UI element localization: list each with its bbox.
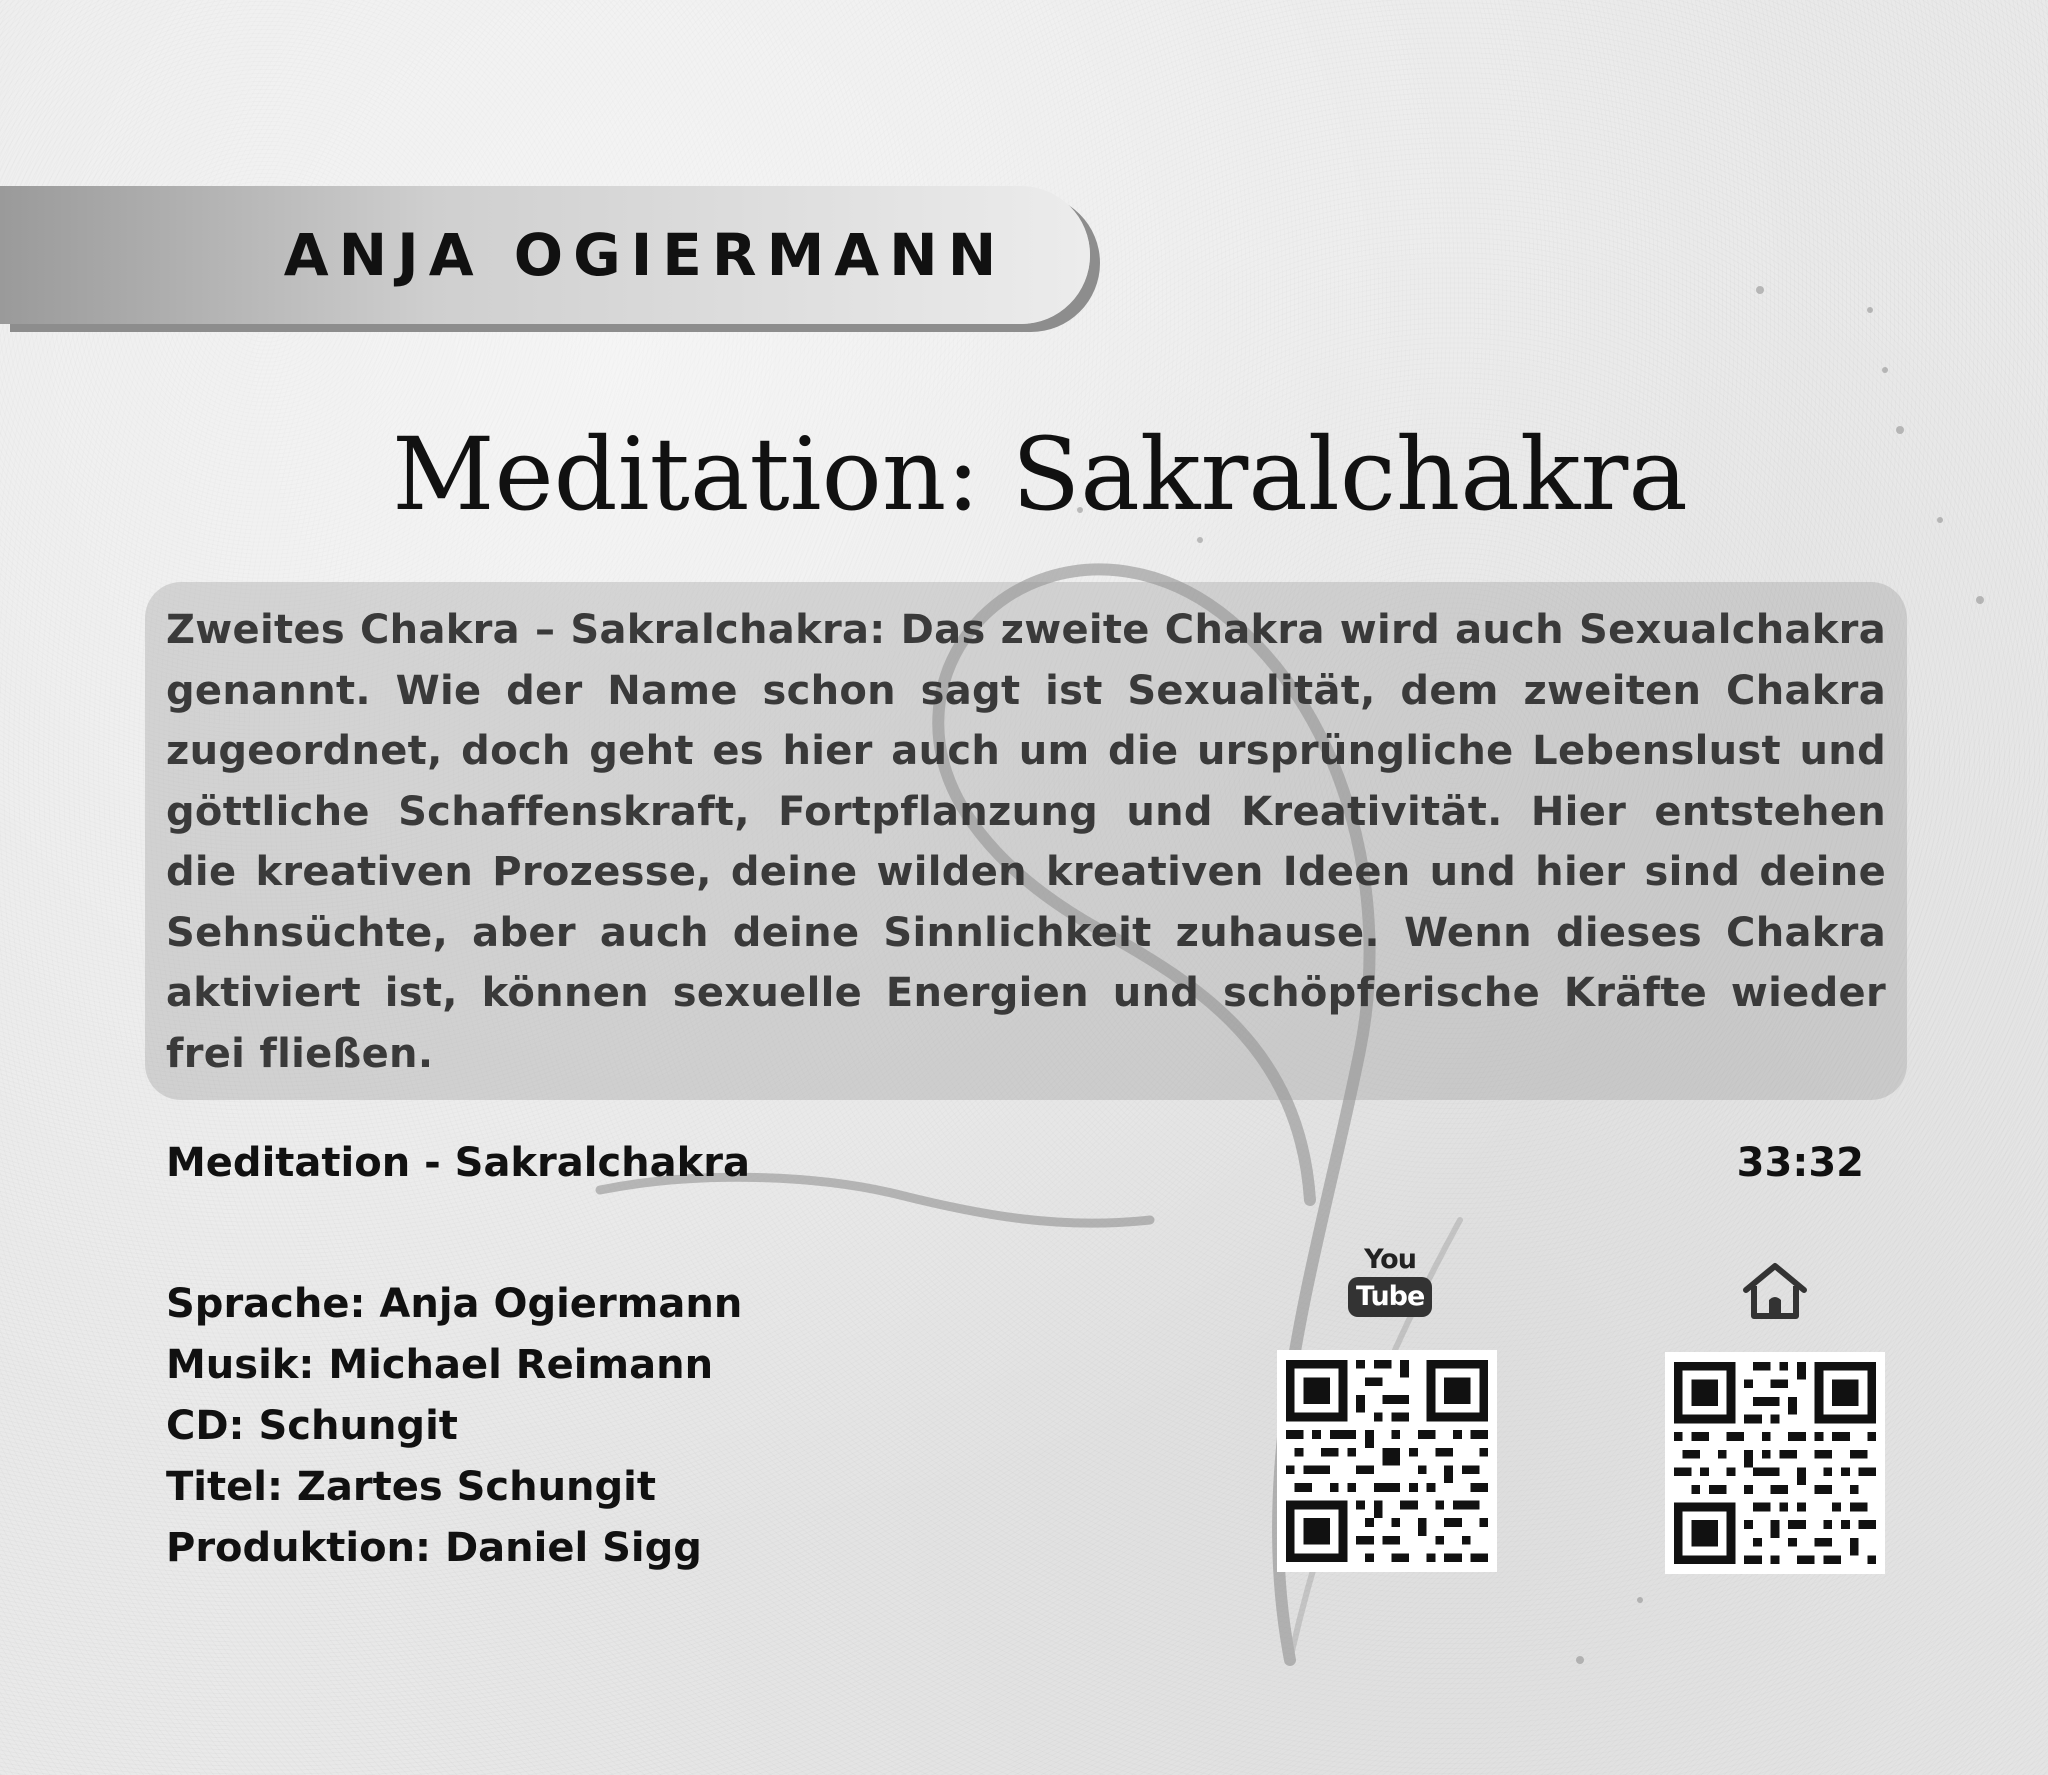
website-qr-code[interactable] <box>1665 1352 1885 1574</box>
track-duration: 33:32 <box>1736 1140 1864 1186</box>
credit-cd: CD: Schungit <box>166 1403 458 1449</box>
youtube-logo-icon <box>1348 1245 1432 1325</box>
credit-title: Titel: Zartes Schungit <box>166 1464 656 1510</box>
page-title: Meditation: Sakralchakra <box>392 416 1688 533</box>
credit-voice: Sprache: Anja Ogiermann <box>166 1281 743 1327</box>
author-name: ANJA OGIERMANN <box>283 221 1007 289</box>
credit-production: Produktion: Daniel Sigg <box>166 1525 702 1571</box>
description-text: Zweites Chakra – Sakralchakra: Das zweite Chakra wird auch Sexualchakra genannt. Wie der Name schon sagt ist Sexualität, dem zweiten Chakra zugeordnet, doch geht es hier auch um die ursprüngliche Lebenslust und göttliche Schaffenskraft, Fortpflanzung und Kreativität. Hier entstehen die kreativen Prozesse, deine wilden kreativen Ideen und hier sind deine Sehnsüchte, aber auch deine Sinnlichkeit zuhause. Wenn dieses Chakra aktiviert ist, können sexuelle Energien und schöpferische Kräfte wieder frei fließen. <box>166 607 1886 1077</box>
credits-list <box>166 1274 742 1579</box>
track-title: Meditation - Sakralchakra <box>166 1140 750 1186</box>
youtube-logo-top: You <box>1364 1244 1416 1275</box>
qr-code-icon <box>1277 1350 1497 1572</box>
qr-code-icon <box>1665 1352 1885 1574</box>
credit-music: Musik: Michael Reimann <box>166 1342 714 1388</box>
youtube-logo-bottom: Tube <box>1348 1277 1432 1317</box>
home-icon <box>1740 1260 1810 1322</box>
youtube-qr-code[interactable] <box>1277 1350 1497 1572</box>
